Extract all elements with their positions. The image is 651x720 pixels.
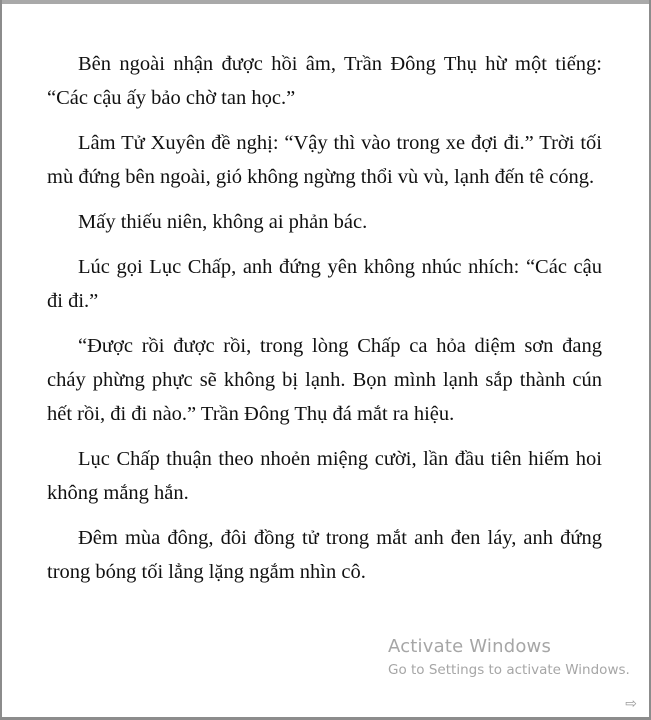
paragraph-1: Bên ngoài nhận được hồi âm, Trần Đông Thụ hừ một tiếng: “Các cậu ấy bảo chờ tan học.” [47,53,602,109]
paragraph-2: Lâm Tử Xuyên đề nghị: “Vậy thì vào trong xe đợi đi.” Trời tối mù đứng bên ngoài, gió không ngừng thổi vù vù, lạnh đến tê cóng. [47,132,602,188]
paragraph-7: Đêm mùa đông, đôi đồng tử trong mắt anh đen láy, anh đứng trong bóng tối lẳng lặng ngắm nhìn cô. [47,527,602,583]
window-top-border [0,0,651,4]
watermark-subtitle: Go to Settings to activate Windows. [388,662,630,678]
document-body [47,47,602,600]
window-left-border [0,0,2,720]
paragraph-4: Lúc gọi Lục Chấp, anh đứng yên không nhúc nhích: “Các cậu đi đi.” [47,256,602,312]
activate-windows-watermark [388,634,630,680]
paragraph-5: “Được rồi được rồi, trong lòng Chấp ca hỏa diệm sơn đang cháy phừng phực sẽ không bị lạnh. Bọn mình lạnh sắp thành cún hết rồi, đi đi nào.” Trần Đông Thụ đá mắt ra hiệu. [47,335,602,425]
watermark-title: Activate Windows [388,636,552,657]
resize-arrow-icon: ⇨ [625,696,637,712]
paragraph-3: Mấy thiếu niên, không ai phản bác. [78,211,368,233]
paragraph-6: Lục Chấp thuận theo nhoẻn miệng cười, lần đầu tiên hiếm hoi không mắng hắn. [47,448,602,504]
